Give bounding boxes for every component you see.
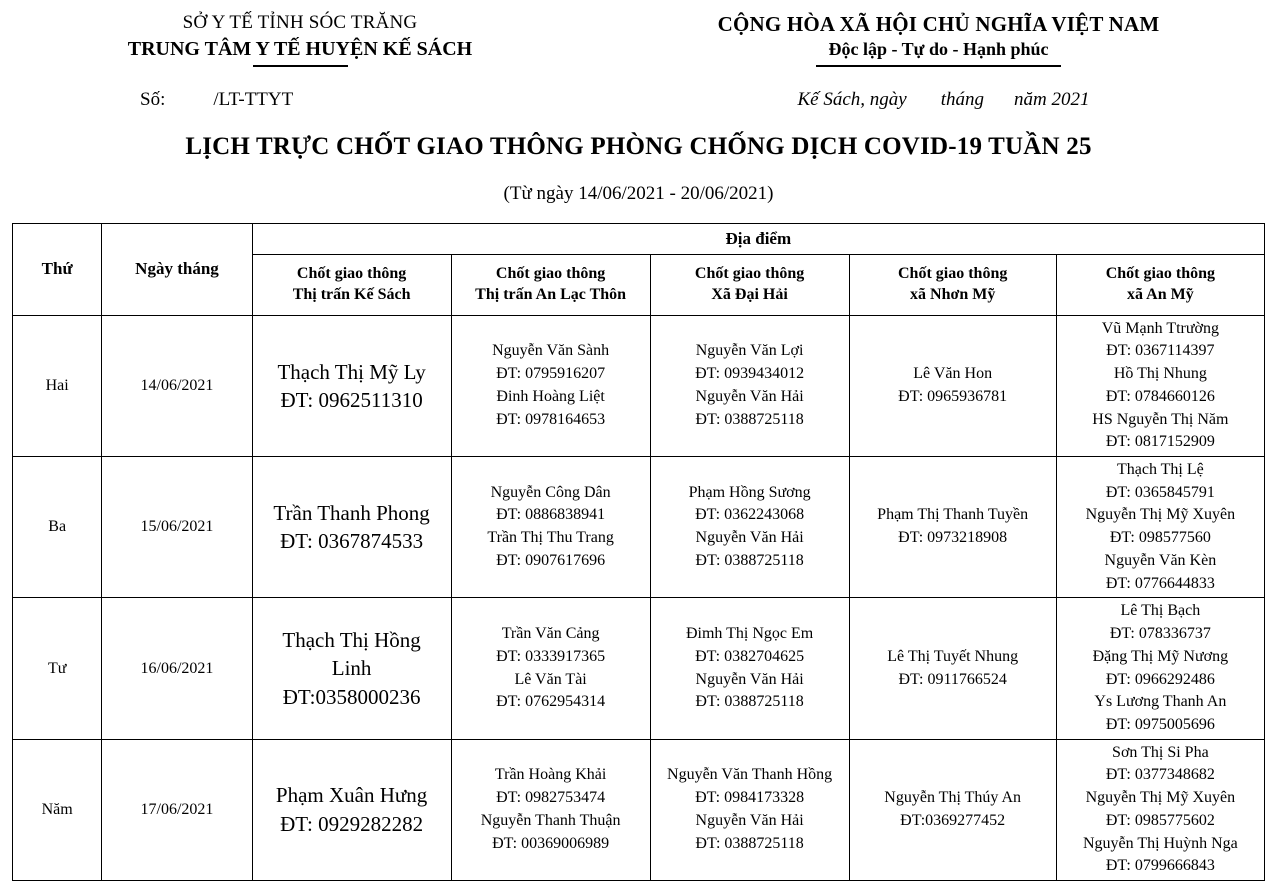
cell-staff-dai-hai [650,457,849,598]
staff-entry-line: ĐT: 0388725118 [695,693,804,711]
table-row [13,457,1265,598]
staff-entry-line: ĐT: 0362243068 [695,506,805,524]
staff-entry-line: ĐT: 0382704625 [695,647,805,665]
cell-staff-dai-hai [650,739,849,880]
staff-entry-line: ĐT: 0817152909 [1105,433,1215,451]
post-header-line1: Chốt giao thông [694,264,805,282]
cell-staff-nhon-my [849,598,1056,739]
staff-entry-line: Nguyễn Thị Thúy An [884,789,1022,807]
staff-entry-line: ĐT: 098577560 [1109,529,1211,547]
staff-entry-line: ĐT: 0984173328 [695,789,805,807]
staff-entry-line: ĐT: 0962511310 [280,387,423,412]
cell-staff-ke-sach [252,739,451,880]
national-motto: Độc lập - Tự do - Hạnh phúc [828,39,1049,60]
organization-underline [253,65,348,67]
staff-entry-line: Trần Văn Cảng [501,625,600,643]
cell-date: 15/06/2021 [102,457,252,598]
cell-staff-dai-hai [650,598,849,739]
staff-entry-line: Sơn Thị Si Pha [1112,743,1209,761]
staff-entry-line: ĐT: 0886838941 [496,506,606,524]
cell-staff-an-my [1056,457,1264,598]
cell-staff-an-lac-thon [451,457,650,598]
post-header-line1: Chốt giao thông [296,264,407,282]
cell-date: 16/06/2021 [102,598,252,739]
cell-weekday: Hai [13,315,102,456]
cell-staff-an-my [1056,315,1264,456]
staff-entry-line: ĐT: 0762954314 [496,693,606,711]
staff-entry-line: Đặng Thị Mỹ Nương [1092,647,1229,665]
staff-entry-line: ĐT: 0982753474 [496,789,606,807]
staff-entry-line: Linh [331,656,372,681]
staff-entry-line: ĐT: 0377348682 [1105,766,1215,784]
staff-entry-line: Đimh Thị Ngọc Em [685,625,814,643]
cell-staff-an-lac-thon [451,739,650,880]
table-head [13,223,1265,315]
document-number-value: /LT-TTYT [213,88,294,110]
place-date-month: tháng [940,88,985,110]
staff-entry-line: Nguyễn Công Dân [490,483,611,501]
post-header-line1: Chốt giao thông [897,264,1008,282]
staff-entry-line: ĐT: 00369006989 [492,834,610,852]
staff-entry-line: ĐT:0369277452 [900,811,1006,829]
column-header-date: Ngày tháng [102,223,252,315]
table-body [13,315,1265,880]
staff-entry-line: Ys Lương Thanh An [1094,693,1227,711]
staff-entry-line: ĐT: 0911766524 [898,670,1007,688]
parent-organization-name: SỞ Y TẾ TỈNH SÓC TRĂNG [182,12,418,33]
column-header-post-an-lac-thon [451,254,650,315]
staff-entry-line: Nguyễn Văn Kèn [1104,551,1217,569]
table-header-row-1 [13,223,1265,254]
cell-weekday: Năm [13,739,102,880]
staff-entry-line: Nguyễn Thanh Thuận [480,811,621,829]
motto-underline [816,65,1061,67]
staff-entry-line: ĐT: 0388725118 [695,410,804,428]
table-row [13,598,1265,739]
staff-entry-line: Nguyễn Văn Sành [492,342,610,360]
staff-entry-line: ĐT: 0776644833 [1105,574,1215,592]
cell-staff-an-my [1056,598,1264,739]
staff-entry-line: ĐT: 0784660126 [1105,387,1215,405]
staff-entry-line: Nguyễn Văn Hải [695,529,804,547]
column-header-post-ke-sach [252,254,451,315]
staff-entry-line: Nguyễn Thị Huỳnh Nga [1082,834,1238,852]
column-header-post-an-my [1056,254,1264,315]
post-header-line1: Chốt giao thông [1105,264,1216,282]
staff-entry-line: ĐT: 078336737 [1109,625,1211,643]
cell-staff-ke-sach [252,457,451,598]
cell-weekday: Tư [13,598,102,739]
cell-staff-nhon-my [849,739,1056,880]
staff-entry-line: ĐT: 0333917365 [496,647,606,665]
staff-entry-line: ĐT: 0799666843 [1105,857,1215,875]
column-header-post-nhon-my [849,254,1056,315]
duty-schedule-table [12,223,1265,881]
staff-entry-line: ĐT: 0929282282 [280,811,424,836]
post-header-line2: xã Nhơn Mỹ [910,285,996,303]
staff-entry-line: ĐT: 0388725118 [695,551,804,569]
page-title: LỊCH TRỰC CHỐT GIAO THÔNG PHÒNG CHỐNG DỊCH COVID-19 TUẦN 25 [185,132,1092,160]
cell-staff-an-lac-thon [451,315,650,456]
staff-entry-line: Hồ Thị Nhung [1113,365,1207,383]
post-header-line1: Chốt giao thông [495,264,606,282]
staff-entry-line: Phạm Xuân Hưng [275,783,428,808]
staff-entry-line: ĐT: 0973218908 [898,529,1008,547]
staff-entry-line: Nguyễn Văn Hải [695,811,804,829]
staff-entry-line: Nguyễn Thị Mỹ Xuyên [1085,789,1236,807]
staff-entry-line: ĐT: 0939434012 [695,365,805,383]
staff-entry-line: Đinh Hoàng Liệt [496,387,605,405]
cell-staff-nhon-my [849,315,1056,456]
document-header [0,0,1277,111]
staff-entry-line: Thạch Thị Mỹ Ly [277,359,426,384]
staff-entry-line: ĐT: 0966292486 [1105,670,1215,688]
title-block [0,133,1277,205]
post-header-line2: Xã Đại Hải [711,285,788,303]
cell-staff-nhon-my [849,457,1056,598]
staff-entry-line: Lê Thị Tuyết Nhung [887,647,1019,665]
staff-entry-line: HS Nguyễn Thị Năm [1092,410,1229,428]
staff-entry-line: Trần Hoàng Khải [494,766,607,784]
cell-weekday: Ba [13,457,102,598]
staff-entry-line: ĐT: 0367874533 [280,529,424,554]
post-header-line2: Thị trấn Kế Sách [292,285,411,303]
staff-entry-line: Phạm Hồng Sương [688,483,811,501]
cell-staff-an-lac-thon [451,598,650,739]
staff-entry-line: Nguyễn Văn Hải [695,670,804,688]
staff-entry-line: Thạch Thị Hồng [282,628,421,652]
cell-date: 14/06/2021 [102,315,252,456]
document-number-row [0,89,600,111]
staff-entry-line: Trần Thị Thu Trang [487,529,614,547]
staff-entry-line: ĐT: 0985775602 [1105,811,1215,829]
cell-staff-ke-sach [252,598,451,739]
place-date-place: Kế Sách, ngày [797,88,907,110]
staff-entry-line: Nguyễn Thị Mỹ Xuyên [1085,506,1236,524]
staff-entry-line: Nguyễn Văn Hải [695,387,804,405]
staff-entry-line: ĐT: 0365845791 [1105,483,1215,501]
schedule-table-wrapper [0,223,1277,881]
staff-entry-line: ĐT:0358000236 [282,684,421,709]
staff-entry-line: Lê Thị Bạch [1120,602,1201,620]
staff-entry-line: ĐT: 0367114397 [1106,342,1215,360]
staff-entry-line: ĐT: 0978164653 [496,410,606,428]
staff-entry-line: Lê Văn Tài [514,670,587,688]
post-header-line2: Thị trấn An Lạc Thôn [475,285,627,303]
page-subtitle: (Từ ngày 14/06/2021 - 20/06/2021) [503,182,774,204]
staff-entry-line: Nguyễn Văn Thanh Hồng [667,766,833,784]
organization-name: TRUNG TÂM Y TẾ HUYỆN KẾ SÁCH [127,37,473,60]
place-and-date [600,89,1277,111]
staff-entry-line: Thạch Thị Lệ [1116,461,1204,479]
column-header-weekday: Thứ [13,223,102,315]
column-header-post-dai-hai [650,254,849,315]
post-header-line2: xã An Mỹ [1127,285,1194,303]
staff-entry-line: Trần Thanh Phong [273,500,430,525]
cell-staff-an-my [1056,739,1264,880]
staff-entry-line: ĐT: 0388725118 [695,834,804,852]
document-number-label: Số: [140,88,166,110]
cell-staff-ke-sach [252,315,451,456]
column-header-location-group: Địa điểm [252,223,1264,254]
staff-entry-line: Lê Văn Hon [913,365,993,383]
cell-date: 17/06/2021 [102,739,252,880]
staff-entry-line: Phạm Thị Thanh Tuyền [877,506,1029,524]
header-left-block [0,10,600,111]
staff-entry-line: ĐT: 0795916207 [496,365,606,383]
header-right-block [600,10,1277,111]
staff-entry-line: ĐT: 0975005696 [1105,715,1215,733]
staff-entry-line: Nguyễn Văn Lợi [695,342,804,360]
staff-entry-line: ĐT: 0965936781 [898,387,1008,405]
national-title: CỘNG HÒA XÃ HỘI CHỦ NGHĨA VIỆT NAM [717,12,1160,36]
table-row [13,315,1265,456]
place-date-year: năm 2021 [1014,88,1090,110]
cell-staff-dai-hai [650,315,849,456]
staff-entry-line: Vũ Mạnh Ttrường [1101,319,1219,337]
staff-entry-line: ĐT: 0907617696 [496,551,606,569]
table-row [13,739,1265,880]
